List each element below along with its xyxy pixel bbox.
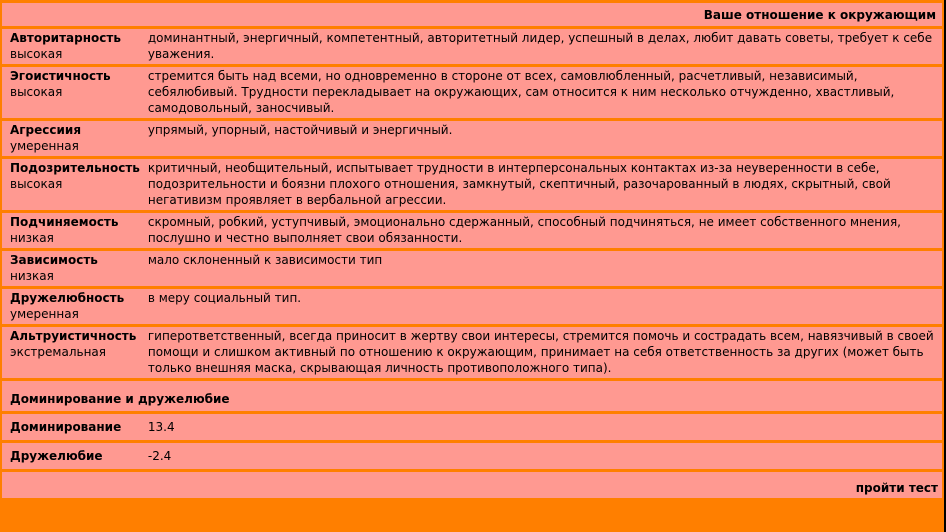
trait-name-cell	[2, 289, 144, 324]
trait-row-egoism	[2, 67, 942, 118]
trait-name-cell	[2, 159, 144, 210]
summary-title: Доминирование и дружелюбие	[2, 381, 942, 411]
trait-name: Подозрительность	[10, 161, 140, 175]
header-row	[2, 3, 942, 26]
trait-description: гиперответственный, всегда приносит в жертву свои интересы, стремится помочь и сострадать всем, навязчивый в своей помощи и слишком активный по отношению к окружающим, принимает на себя ответственность за других (может быть только внешняя маска, скрывающая личность противоположного типа).	[144, 327, 942, 378]
trait-level: умеренная	[10, 139, 79, 153]
section-title: Ваше отношение к окружающим	[2, 3, 942, 26]
dominance-value: 13.4	[144, 414, 942, 440]
trait-level: низкая	[10, 269, 54, 283]
trait-row-suspicion	[2, 159, 942, 210]
trait-level: высокая	[10, 47, 63, 61]
trait-description: критичный, необщительный, испытывает трудности в интерперсональных контактах из-за неуверенности в себе, подозрительности и боязни плохого отношения, замкнутый, скептичный, разочарованный в людях, скрытный, свой негативизм проявляет в вербальной агрессии.	[144, 159, 942, 210]
trait-row-authoritarian	[2, 29, 942, 64]
friendliness-value: -2.4	[144, 443, 942, 469]
take-test-link[interactable]: пройти тест	[2, 472, 942, 498]
trait-description: стремится быть над всеми, но одновременно в стороне от всех, самовлюбленный, расчетливый, независимый, себялюбивый. Трудности перекладывает на окружающих, сам относится к ним несколько отчужденно, хвастливый, самодовольный, заносчивый.	[144, 67, 942, 118]
trait-description: скромный, робкий, уступчивый, эмоционально сдержанный, способный подчиняться, не имеет собственного мнения, послушно и честно выполняет свои обязанности.	[144, 213, 942, 248]
footer-row	[2, 472, 942, 498]
trait-level: высокая	[10, 177, 63, 191]
trait-level: низкая	[10, 231, 54, 245]
trait-row-altruism	[2, 327, 942, 378]
trait-name-cell	[2, 213, 144, 248]
trait-level: высокая	[10, 85, 63, 99]
trait-name: Дружелюбность	[10, 291, 125, 305]
dominance-row	[2, 414, 942, 440]
trait-name-cell	[2, 327, 144, 378]
friendliness-label: Дружелюбие	[2, 443, 144, 469]
trait-row-submission	[2, 213, 942, 248]
trait-name-cell	[2, 121, 144, 156]
trait-name-cell	[2, 251, 144, 286]
trait-name-cell	[2, 67, 144, 118]
trait-name: Альтруистичность	[10, 329, 137, 343]
trait-name: Зависимость	[10, 253, 98, 267]
trait-description: в меру социальный тип.	[144, 289, 942, 324]
trait-name: Подчиняемость	[10, 215, 119, 229]
trait-name: Агрессиия	[10, 123, 82, 137]
trait-name: Эгоистичность	[10, 69, 111, 83]
trait-level: умеренная	[10, 307, 79, 321]
trait-level: экстремальная	[10, 345, 106, 359]
results-table	[2, 0, 942, 501]
trait-description: мало склоненный к зависимости тип	[144, 251, 942, 286]
trait-row-aggression	[2, 121, 942, 156]
trait-name: Авторитарность	[10, 31, 121, 45]
trait-description: доминантный, энергичный, компетентный, авторитетный лидер, успешный в делах, любит давать советы, требует к себе уважения.	[144, 29, 942, 64]
summary-header-row	[2, 381, 942, 411]
friendliness-row	[2, 443, 942, 469]
dominance-label: Доминирование	[2, 414, 144, 440]
trait-row-dependence	[2, 251, 942, 286]
trait-name-cell	[2, 29, 144, 64]
trait-row-friendliness	[2, 289, 942, 324]
trait-description: упрямый, упорный, настойчивый и энергичный.	[144, 121, 942, 156]
